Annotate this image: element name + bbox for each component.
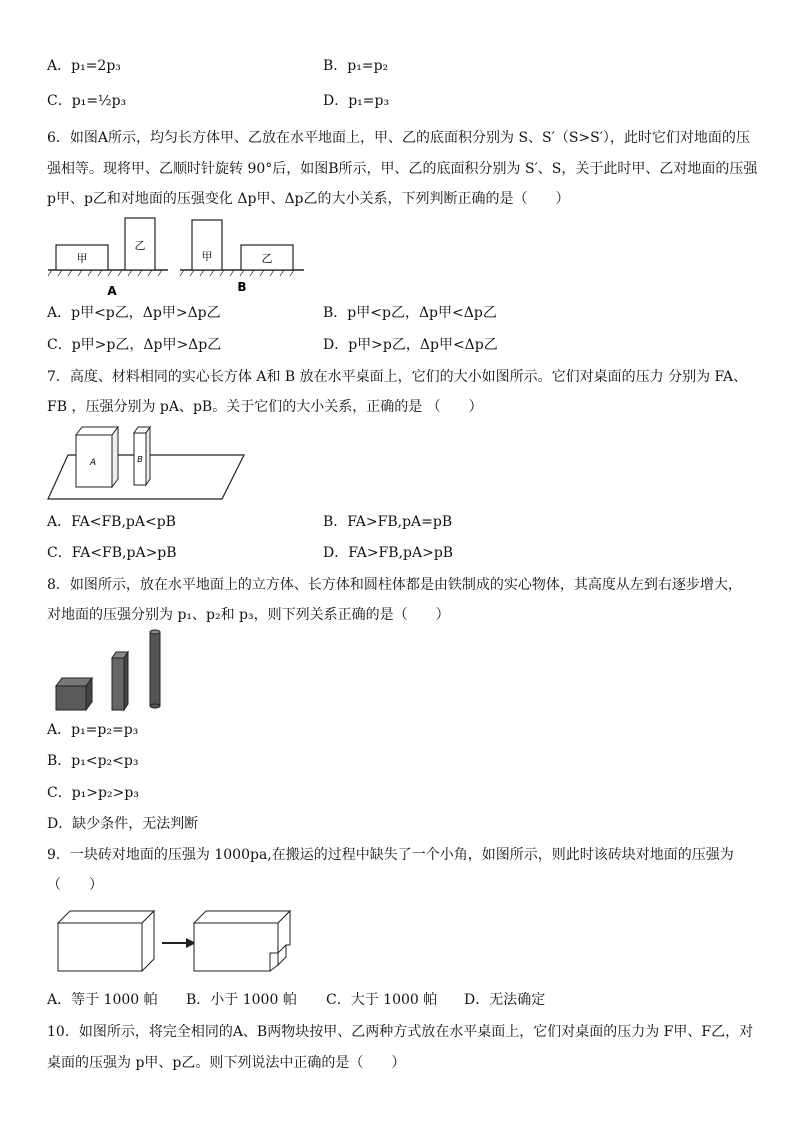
q10-stem-line1: 10．如图所示，将完全相同的A、B两物块按甲、乙两种方式放在水平桌面上，它们对桌面的压力为 F甲、F乙，对 bbox=[47, 1024, 754, 1040]
q5-option-d: D．p₁=p₃ bbox=[323, 93, 390, 109]
q8-option-a: A．p₁=p₂=p₃ bbox=[47, 722, 139, 738]
q9-stem-line1: 9．一块砖对地面的压强为 1000pa,在搬运的过程中缺失了一个小角，如图所示，则此时该砖块对地面的压强为 bbox=[47, 847, 734, 863]
block-jia-label: 甲 bbox=[76, 252, 88, 265]
q6-figure-a bbox=[48, 218, 168, 298]
iron-cylinder bbox=[150, 630, 160, 708]
q8-option-b: B．p₁<p₂<p₃ bbox=[47, 753, 139, 769]
q9-stem-line2: （ ） bbox=[47, 877, 103, 893]
q6-option-a: A．p甲<p乙，Δp甲>Δp乙 bbox=[47, 305, 221, 321]
brick-intact bbox=[58, 911, 154, 971]
q8-figure bbox=[52, 628, 172, 712]
q6-option-b: B．p甲<p乙，Δp甲<Δp乙 bbox=[323, 305, 497, 321]
q6-figure-b bbox=[180, 220, 304, 294]
q7-option-d: D．FA>FB,pA>pB bbox=[323, 545, 454, 561]
iron-cube bbox=[56, 678, 92, 710]
block-a-label: A bbox=[89, 458, 97, 468]
block-jia-label-b: 甲 bbox=[201, 250, 213, 263]
figure-b-label: B bbox=[237, 280, 247, 294]
q6-stem-line2: 强相等。现将甲、乙顺时针旋转 90°后，如图B所示，甲、乙的底面积分别为 S′、S，关于此时甲、乙对地面的压强 bbox=[47, 161, 758, 177]
q9-option-d: D．无法确定 bbox=[464, 992, 546, 1008]
q7-figure bbox=[46, 423, 246, 503]
block-b bbox=[134, 427, 150, 485]
q8-option-d: D．缺少条件，无法判断 bbox=[47, 816, 199, 832]
q9-figure bbox=[56, 905, 306, 975]
block-yi-label: 乙 bbox=[134, 239, 146, 252]
q6-option-d: D．p甲>p乙，Δp甲<Δp乙 bbox=[323, 337, 498, 353]
block-yi-label-b: 乙 bbox=[261, 252, 273, 265]
q6-stem-line3: p甲、p乙和对地面的压强变化 Δp甲、Δp乙的大小关系，下列判断正确的是（ ） bbox=[47, 191, 570, 207]
q7-option-c: C．FA<FB,pA>pB bbox=[47, 545, 177, 561]
q9-option-a: A．等于 1000 帕 bbox=[47, 992, 158, 1008]
q9-option-b: B．小于 1000 帕 bbox=[186, 992, 297, 1008]
q5-option-a: A．p₁=2p₃ bbox=[47, 58, 121, 74]
q5-option-b: B．p₁=p₂ bbox=[323, 58, 389, 74]
figure-a-label: A bbox=[107, 284, 117, 298]
q9-option-c: C．大于 1000 帕 bbox=[326, 992, 438, 1008]
q10-stem-line2: 桌面的压强为 p甲、p乙。则下列说法中正确的是（ ） bbox=[47, 1055, 406, 1071]
q6-figure bbox=[46, 214, 308, 300]
brick-missing-corner bbox=[194, 911, 290, 971]
q7-stem-line1: 7．高度、材料相同的实心长方体 A和 B 放在水平桌面上，它们的大小如图所示。它们对桌面的压力 分别为 FA、 bbox=[47, 369, 748, 385]
q7-option-a: A．FA<FB,pA<pB bbox=[47, 514, 176, 530]
q7-option-b: B．FA>FB,pA=pB bbox=[323, 514, 453, 530]
arrow-icon bbox=[162, 938, 196, 948]
q6-stem-line1: 6．如图A所示，均匀长方体甲、乙放在水平地面上，甲、乙的底面积分别为 S、S′（S>S′），此时它们对地面的压 bbox=[47, 130, 750, 146]
q6-option-c: C．p甲>p乙，Δp甲>Δp乙 bbox=[47, 337, 222, 353]
iron-cuboid bbox=[112, 652, 128, 710]
q8-option-c: C．p₁>p₂>p₃ bbox=[47, 785, 139, 801]
q7-stem-line2: FB ，压强分别为 pA、pB。关于它们的大小关系，正确的是 （ ） bbox=[47, 399, 483, 415]
block-b-label: B bbox=[137, 455, 143, 464]
q8-stem-line1: 8．如图所示，放在水平地面上的立方体、长方体和圆柱体都是由铁制成的实心物体，其高度从左到右逐步增大， bbox=[47, 577, 742, 593]
q8-stem-line2: 对地面的压强分别为 p₁、p₂和 p₃，则下列关系正确的是（ ） bbox=[47, 607, 450, 623]
block-a bbox=[76, 427, 118, 487]
q5-option-c: C．p₁=½p₃ bbox=[47, 93, 127, 109]
